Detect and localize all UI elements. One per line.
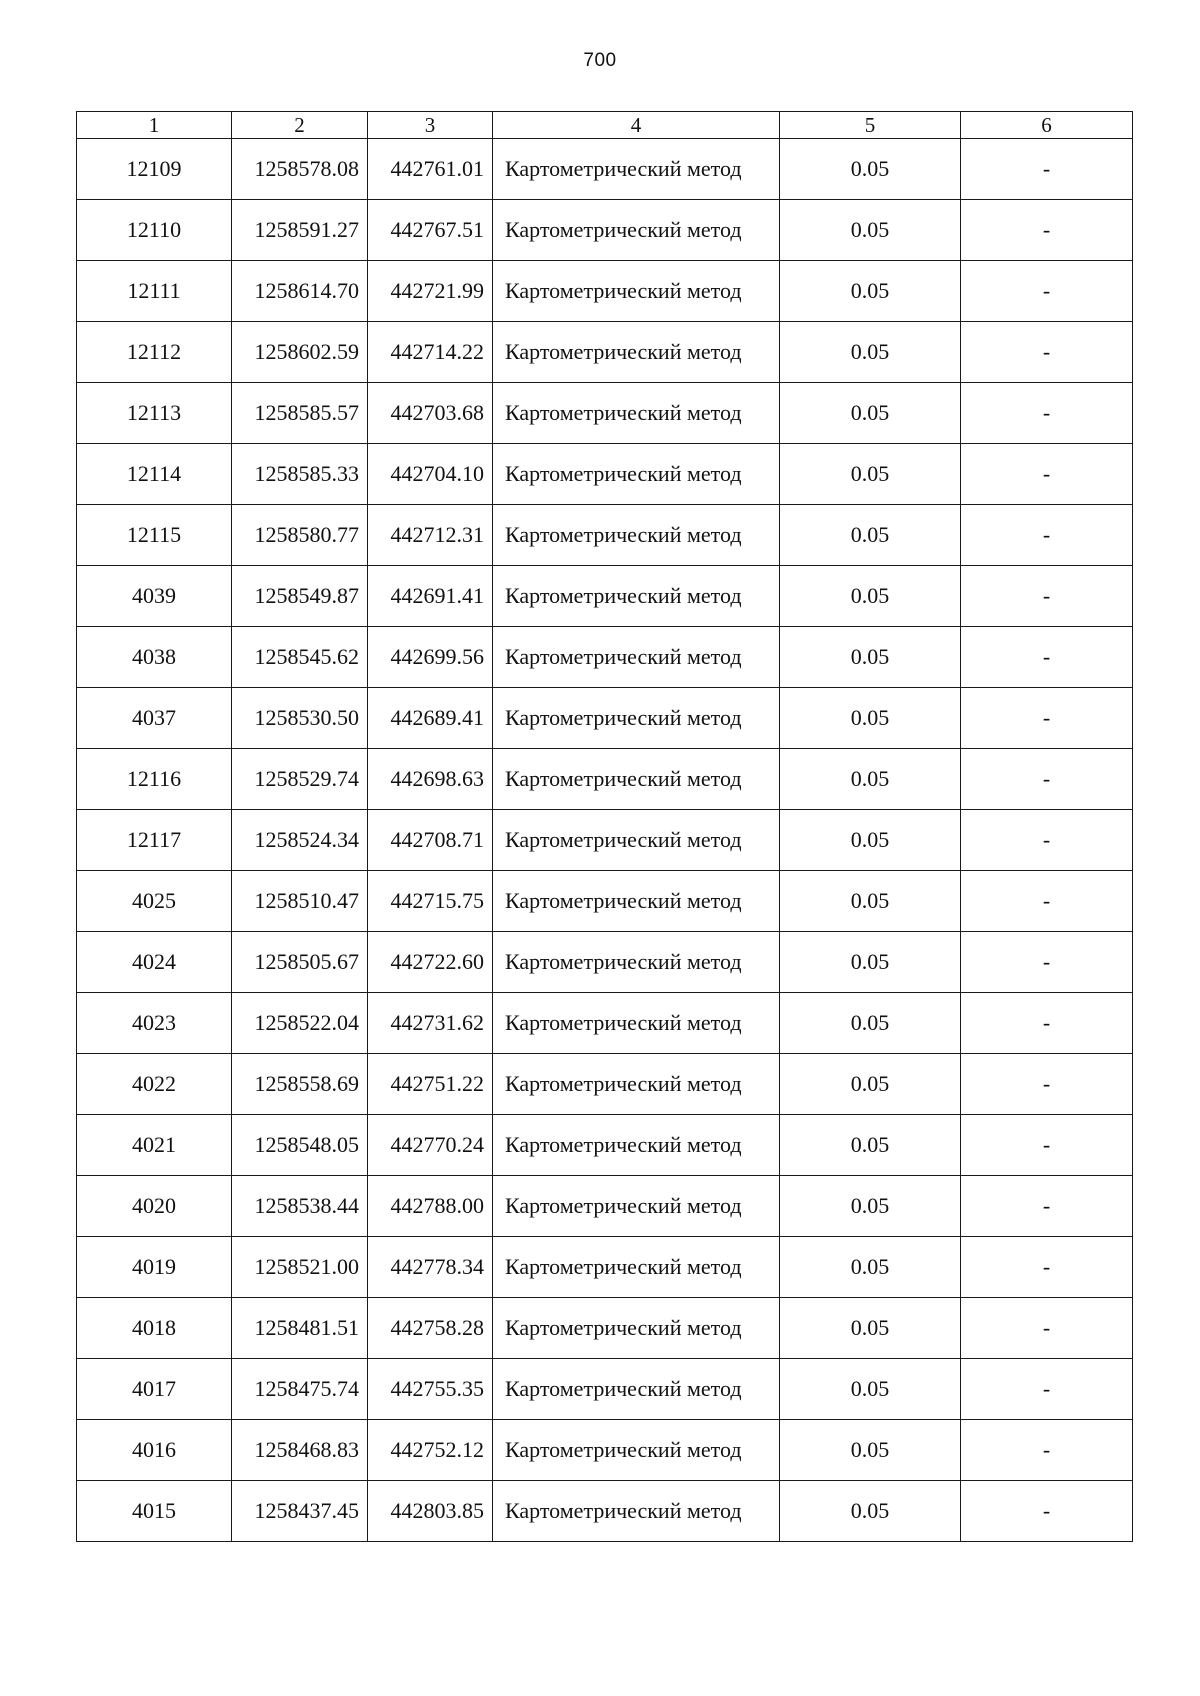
point-number-cell: 12113 <box>77 383 232 444</box>
method-cell: Картометрический метод <box>493 1420 780 1481</box>
note-cell: - <box>961 200 1133 261</box>
method-cell: Картометрический метод <box>493 1176 780 1237</box>
point-number-cell: 4016 <box>77 1420 232 1481</box>
accuracy-cell: 0.05 <box>780 1054 961 1115</box>
note-cell: - <box>961 688 1133 749</box>
accuracy-cell: 0.05 <box>780 139 961 200</box>
accuracy-cell: 0.05 <box>780 383 961 444</box>
y-coordinate-cell: 442703.68 <box>368 383 493 444</box>
table-row <box>77 1359 1133 1420</box>
point-number-cell: 4024 <box>77 932 232 993</box>
accuracy-cell: 0.05 <box>780 1176 961 1237</box>
y-coordinate-cell: 442770.24 <box>368 1115 493 1176</box>
note-cell: - <box>961 383 1133 444</box>
y-coordinate-cell: 442691.41 <box>368 566 493 627</box>
note-cell: - <box>961 1115 1133 1176</box>
point-number-cell: 12110 <box>77 200 232 261</box>
point-number-cell: 4022 <box>77 1054 232 1115</box>
method-cell: Картометрический метод <box>493 1054 780 1115</box>
method-cell: Картометрический метод <box>493 505 780 566</box>
x-coordinate-cell: 1258524.34 <box>232 810 368 871</box>
y-coordinate-cell: 442715.75 <box>368 871 493 932</box>
column-header-6: 6 <box>961 112 1133 139</box>
note-cell: - <box>961 871 1133 932</box>
x-coordinate-cell: 1258585.33 <box>232 444 368 505</box>
point-number-cell: 12116 <box>77 749 232 810</box>
y-coordinate-cell: 442751.22 <box>368 1054 493 1115</box>
table-row <box>77 993 1133 1054</box>
method-cell: Картометрический метод <box>493 200 780 261</box>
column-header-3: 3 <box>368 112 493 139</box>
x-coordinate-cell: 1258510.47 <box>232 871 368 932</box>
note-cell: - <box>961 1359 1133 1420</box>
method-cell: Картометрический метод <box>493 871 780 932</box>
x-coordinate-cell: 1258521.00 <box>232 1237 368 1298</box>
table-row <box>77 1420 1133 1481</box>
column-header-2: 2 <box>232 112 368 139</box>
note-cell: - <box>961 1481 1133 1542</box>
note-cell: - <box>961 1237 1133 1298</box>
y-coordinate-cell: 442778.34 <box>368 1237 493 1298</box>
column-header-4: 4 <box>493 112 780 139</box>
table-row <box>77 261 1133 322</box>
method-cell: Картометрический метод <box>493 383 780 444</box>
table-row <box>77 1054 1133 1115</box>
method-cell: Картометрический метод <box>493 139 780 200</box>
y-coordinate-cell: 442721.99 <box>368 261 493 322</box>
point-number-cell: 4038 <box>77 627 232 688</box>
table-row <box>77 505 1133 566</box>
accuracy-cell: 0.05 <box>780 444 961 505</box>
accuracy-cell: 0.05 <box>780 566 961 627</box>
method-cell: Картометрический метод <box>493 1115 780 1176</box>
note-cell: - <box>961 1420 1133 1481</box>
accuracy-cell: 0.05 <box>780 993 961 1054</box>
point-number-cell: 4025 <box>77 871 232 932</box>
note-cell: - <box>961 1054 1133 1115</box>
method-cell: Картометрический метод <box>493 810 780 871</box>
point-number-cell: 4023 <box>77 993 232 1054</box>
coordinates-table <box>76 111 1133 1542</box>
x-coordinate-cell: 1258580.77 <box>232 505 368 566</box>
y-coordinate-cell: 442704.10 <box>368 444 493 505</box>
x-coordinate-cell: 1258549.87 <box>232 566 368 627</box>
point-number-cell: 4017 <box>77 1359 232 1420</box>
method-cell: Картометрический метод <box>493 1298 780 1359</box>
x-coordinate-cell: 1258437.45 <box>232 1481 368 1542</box>
y-coordinate-cell: 442698.63 <box>368 749 493 810</box>
note-cell: - <box>961 139 1133 200</box>
column-header-5: 5 <box>780 112 961 139</box>
x-coordinate-cell: 1258614.70 <box>232 261 368 322</box>
method-cell: Картометрический метод <box>493 1359 780 1420</box>
method-cell: Картометрический метод <box>493 1481 780 1542</box>
note-cell: - <box>961 261 1133 322</box>
accuracy-cell: 0.05 <box>780 1115 961 1176</box>
point-number-cell: 12109 <box>77 139 232 200</box>
table-row <box>77 322 1133 383</box>
x-coordinate-cell: 1258505.67 <box>232 932 368 993</box>
y-coordinate-cell: 442788.00 <box>368 1176 493 1237</box>
y-coordinate-cell: 442755.35 <box>368 1359 493 1420</box>
table-row <box>77 444 1133 505</box>
x-coordinate-cell: 1258529.74 <box>232 749 368 810</box>
y-coordinate-cell: 442708.71 <box>368 810 493 871</box>
accuracy-cell: 0.05 <box>780 200 961 261</box>
table-row <box>77 1237 1133 1298</box>
point-number-cell: 4037 <box>77 688 232 749</box>
point-number-cell: 12117 <box>77 810 232 871</box>
note-cell: - <box>961 932 1133 993</box>
method-cell: Картометрический метод <box>493 566 780 627</box>
note-cell: - <box>961 566 1133 627</box>
table-body <box>77 139 1133 1542</box>
accuracy-cell: 0.05 <box>780 1298 961 1359</box>
table-row <box>77 749 1133 810</box>
accuracy-cell: 0.05 <box>780 810 961 871</box>
table-row <box>77 139 1133 200</box>
accuracy-cell: 0.05 <box>780 505 961 566</box>
table-row <box>77 627 1133 688</box>
note-cell: - <box>961 1176 1133 1237</box>
x-coordinate-cell: 1258602.59 <box>232 322 368 383</box>
accuracy-cell: 0.05 <box>780 261 961 322</box>
table-row <box>77 1176 1133 1237</box>
accuracy-cell: 0.05 <box>780 688 961 749</box>
table-row <box>77 932 1133 993</box>
accuracy-cell: 0.05 <box>780 1359 961 1420</box>
x-coordinate-cell: 1258591.27 <box>232 200 368 261</box>
x-coordinate-cell: 1258585.57 <box>232 383 368 444</box>
table-row <box>77 1481 1133 1542</box>
accuracy-cell: 0.05 <box>780 322 961 383</box>
x-coordinate-cell: 1258468.83 <box>232 1420 368 1481</box>
point-number-cell: 12115 <box>77 505 232 566</box>
x-coordinate-cell: 1258481.51 <box>232 1298 368 1359</box>
x-coordinate-cell: 1258522.04 <box>232 993 368 1054</box>
column-header-1: 1 <box>77 112 232 139</box>
y-coordinate-cell: 442731.62 <box>368 993 493 1054</box>
table-row <box>77 810 1133 871</box>
accuracy-cell: 0.05 <box>780 749 961 810</box>
point-number-cell: 12111 <box>77 261 232 322</box>
y-coordinate-cell: 442689.41 <box>368 688 493 749</box>
method-cell: Картометрический метод <box>493 261 780 322</box>
table-row <box>77 566 1133 627</box>
x-coordinate-cell: 1258548.05 <box>232 1115 368 1176</box>
method-cell: Картометрический метод <box>493 444 780 505</box>
note-cell: - <box>961 810 1133 871</box>
accuracy-cell: 0.05 <box>780 1481 961 1542</box>
table-row <box>77 1298 1133 1359</box>
y-coordinate-cell: 442712.31 <box>368 505 493 566</box>
accuracy-cell: 0.05 <box>780 1420 961 1481</box>
y-coordinate-cell: 442752.12 <box>368 1420 493 1481</box>
y-coordinate-cell: 442722.60 <box>368 932 493 993</box>
x-coordinate-cell: 1258558.69 <box>232 1054 368 1115</box>
method-cell: Картометрический метод <box>493 322 780 383</box>
accuracy-cell: 0.05 <box>780 932 961 993</box>
point-number-cell: 12114 <box>77 444 232 505</box>
x-coordinate-cell: 1258475.74 <box>232 1359 368 1420</box>
y-coordinate-cell: 442803.85 <box>368 1481 493 1542</box>
table-row <box>77 383 1133 444</box>
note-cell: - <box>961 749 1133 810</box>
note-cell: - <box>961 505 1133 566</box>
note-cell: - <box>961 444 1133 505</box>
method-cell: Картометрический метод <box>493 749 780 810</box>
table-row <box>77 871 1133 932</box>
table-row <box>77 1115 1133 1176</box>
x-coordinate-cell: 1258530.50 <box>232 688 368 749</box>
table-header-row <box>77 112 1133 139</box>
point-number-cell: 4039 <box>77 566 232 627</box>
table-row <box>77 688 1133 749</box>
table-row <box>77 200 1133 261</box>
page-number: 700 <box>583 50 617 71</box>
point-number-cell: 4015 <box>77 1481 232 1542</box>
x-coordinate-cell: 1258578.08 <box>232 139 368 200</box>
point-number-cell: 4020 <box>77 1176 232 1237</box>
note-cell: - <box>961 322 1133 383</box>
y-coordinate-cell: 442714.22 <box>368 322 493 383</box>
accuracy-cell: 0.05 <box>780 871 961 932</box>
note-cell: - <box>961 1298 1133 1359</box>
method-cell: Картометрический метод <box>493 993 780 1054</box>
method-cell: Картометрический метод <box>493 932 780 993</box>
method-cell: Картометрический метод <box>493 627 780 688</box>
point-number-cell: 12112 <box>77 322 232 383</box>
y-coordinate-cell: 442758.28 <box>368 1298 493 1359</box>
accuracy-cell: 0.05 <box>780 627 961 688</box>
note-cell: - <box>961 993 1133 1054</box>
x-coordinate-cell: 1258538.44 <box>232 1176 368 1237</box>
x-coordinate-cell: 1258545.62 <box>232 627 368 688</box>
point-number-cell: 4018 <box>77 1298 232 1359</box>
y-coordinate-cell: 442767.51 <box>368 200 493 261</box>
point-number-cell: 4019 <box>77 1237 232 1298</box>
y-coordinate-cell: 442761.01 <box>368 139 493 200</box>
point-number-cell: 4021 <box>77 1115 232 1176</box>
method-cell: Картометрический метод <box>493 1237 780 1298</box>
y-coordinate-cell: 442699.56 <box>368 627 493 688</box>
method-cell: Картометрический метод <box>493 688 780 749</box>
accuracy-cell: 0.05 <box>780 1237 961 1298</box>
note-cell: - <box>961 627 1133 688</box>
